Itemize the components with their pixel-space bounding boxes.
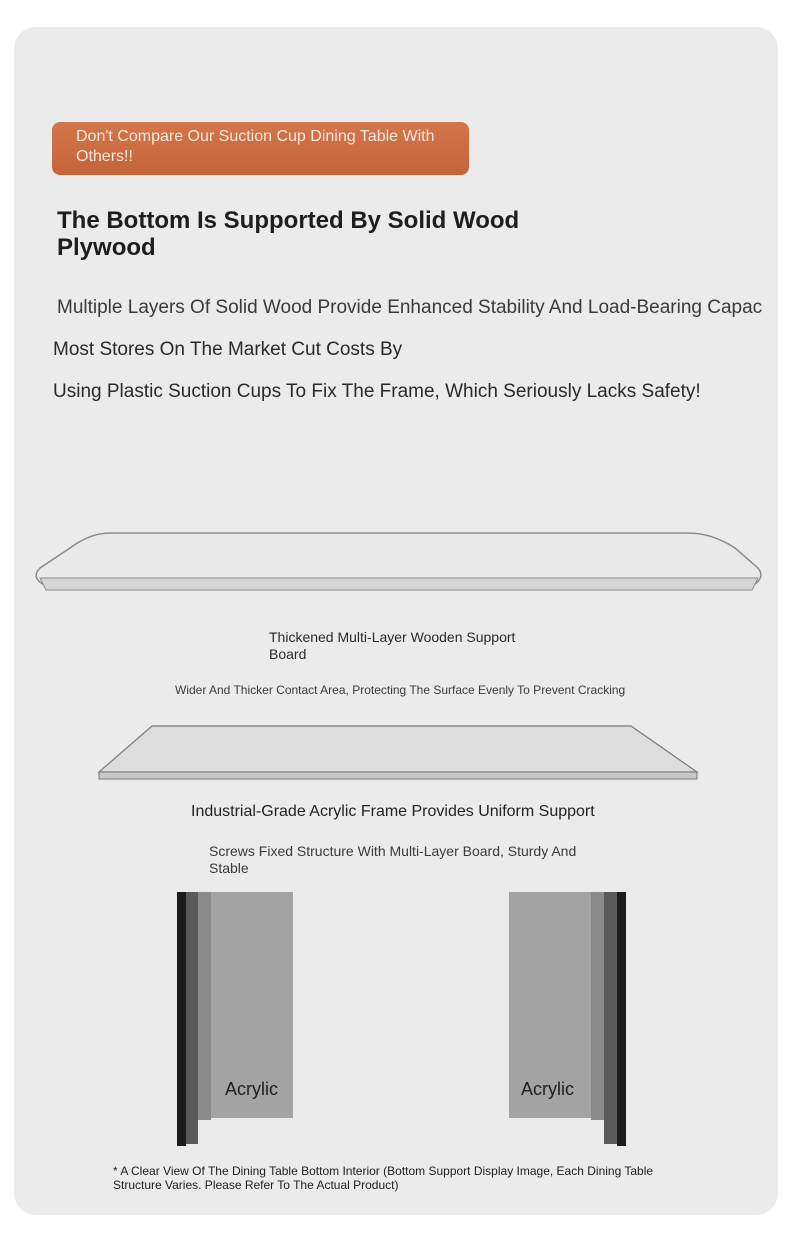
screws-label: Screws Fixed Structure With Multi-Layer Board, Sturdy And Stable: [209, 843, 577, 876]
left-leg-panel: [198, 892, 211, 1120]
tabletop-edge: [40, 578, 758, 590]
left-leg-mid: [186, 892, 198, 1144]
left-leg-label: Acrylic: [225, 1079, 278, 1099]
badge-text: Don't Compare Our Suction Cup Dining Table With Others!!: [76, 128, 435, 165]
body-line-2: Most Stores On The Market Cut Costs By: [53, 339, 403, 360]
right-leg-label: Acrylic: [521, 1079, 574, 1099]
footnote: * A Clear View Of The Dining Table Bottom Interior (Bottom Support Display Image, Each Dining Table Structure Varies. Please Refer To The Actual Product): [113, 1164, 654, 1192]
page-title: The Bottom Is Supported By Solid Wood Plywood: [57, 207, 520, 261]
body-line-1: Multiple Layers Of Solid Wood Provide Enhanced Stability And Load-Bearing Capac: [57, 297, 763, 318]
right-leg-dark: [617, 892, 626, 1146]
board-label: Thickened Multi-Layer Wooden Support Board: [269, 629, 516, 662]
board-description: Wider And Thicker Contact Area, Protecting The Surface Evenly To Prevent Cracking: [175, 683, 626, 697]
left-leg-dark: [177, 892, 186, 1146]
right-leg-panel: [591, 892, 604, 1120]
frame-label: Industrial-Grade Acrylic Frame Provides Uniform Support: [191, 803, 595, 820]
body-line-3: Using Plastic Suction Cups To Fix The Frame, Which Seriously Lacks Safety!: [53, 381, 701, 402]
support-board-edge: [99, 772, 697, 779]
support-board: [99, 726, 697, 772]
right-leg-mid: [604, 892, 617, 1144]
